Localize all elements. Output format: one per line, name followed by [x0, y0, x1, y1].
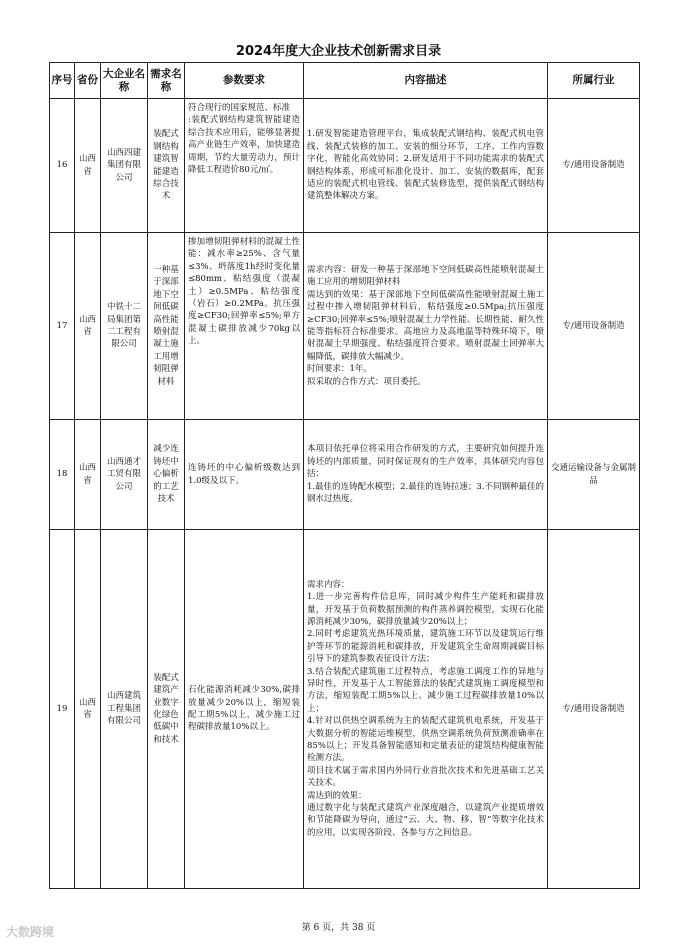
header-params: 参数要求	[185, 63, 304, 99]
cell-company: 山西通才工贸有限公司	[101, 420, 148, 530]
header-content: 内容描述	[304, 63, 548, 99]
page-number: 第 6 页，共 38 页	[301, 923, 376, 933]
header-province: 省份	[75, 63, 101, 99]
cell-company: 山西四建集团有限公司	[101, 99, 148, 233]
cell-seq: 19	[50, 530, 75, 889]
cell-seq: 16	[50, 99, 75, 233]
table-row	[50, 233, 640, 420]
cell-demand: 装配式钢结构建筑智能建造综合技术	[148, 99, 185, 233]
cell-demand: 一种基于深部地下空间低碳高性能喷射混凝土施工用增韧阻弹材料	[148, 233, 185, 420]
cell-content: 本项目依托单位将采用合作研发的方式，主要研究如何提升连铸坯的内部质量，同时保证现有的生产效率，具体研究内容包括： 1.最佳的连铸配水模型；2.最佳的连铸拉速；3.不同钢种最佳的钢水过热度。	[304, 420, 548, 530]
header-company: 大企业名称	[101, 63, 148, 99]
table-row	[50, 420, 640, 530]
cell-content: 需求内容： 1.进一步完善构件信息库，同时减少构件生产能耗和碳排放量，开发基于负荷数据预测的构件蒸养调控模型，实现石化能源消耗减少30%，碳排放量减少20%以上； 2.同时考虑建筑光热环境质量，建筑施工环节以及建筑运行维护等环节的能源消耗和碳排放，开发建筑全生命周期减碳目标引导下的建筑参数表征设计方法； 3.结合装配式建筑施工过程特点，考虑施工调度工作的异地与异时性，开发基于人工智能算法的装配式建筑施工调度模型和方法，缩短装配工期5%以上、减少施工过程碳排放量10%以上； 4.针对以供热空调系统为主的装配式建筑机电系统，开发基于大数据分析的智能运维模型，供热空调系统负荷预测准确率在85%以上；开发具备智能感知和定量表征的建筑结构健康智能检测方法。 项目技术属于需求国内外同行业首批次技术和先进基础工艺关关技术。 需达到的效果： 通过数字化与装配式建筑产业深度融合，以建筑产业提质增效和节能降碳为导向，通过“云、大、物、移、智”等数字化技术的应用，以实现各阶段、各参与方之间信息。	[304, 530, 548, 889]
table-row	[50, 530, 640, 889]
cell-seq: 18	[50, 420, 75, 530]
cell-industry: 专/通用设备制造	[548, 530, 640, 889]
cell-demand: 装配式建筑产业数字化绿色低碳中和技术	[148, 530, 185, 889]
cell-content: 1.研发智能建造管理平台，集成装配式钢结构、装配式机电管线、装配式装修的加工、安装的细分环节，工序、工作内容数字化，智能化高效协同；2.研发适用于不同功能需求的装配式钢结构体系，形成可标准化设计、加工、安装的数据库，配套适应的装配式机电管线、装配式装修选型，提供装配式钢结构建筑整体解决方案。	[304, 99, 548, 233]
header-seq: 序号	[50, 63, 75, 99]
cell-province: 山西省	[75, 530, 101, 889]
cell-province: 山西省	[75, 420, 101, 530]
cell-industry: 专/通用设备制造	[548, 99, 640, 233]
cell-industry: 交通运输设备与金属制品	[548, 420, 640, 530]
cell-demand: 减少连铸坯中心偏析的工艺技术	[148, 420, 185, 530]
table-row	[50, 99, 640, 233]
cell-industry: 专/通用设备制造	[548, 233, 640, 420]
cell-province: 山西省	[75, 99, 101, 233]
watermark-logo: 大数跨境	[6, 925, 55, 939]
cell-params: 掺加增韧阻弹材料的混凝土性能：减水率≥25%、含气量≤3%、坍落度1h经时变化量≤80mm、粘结强度（混凝土）≥0.5MPa、粘结强度（岩石）≥0.2MPa。抗压强度≥CF30;回弹率≤5%;单方混凝土碳排放减少70kg以上。	[185, 233, 304, 420]
cell-params: 石化能源消耗减少30%,碳排放量减少20%以上，缩短装配工期5%以上，减少施工过程碳排放量10%以上。	[185, 530, 304, 889]
cell-params: 符合现行的国家规范、标准 :装配式钢结构建筑智能建造综合技术应用后，能够显著提高产业链生产效率，加快建造周期，节约大量劳动力，预计降低工程造价80元/㎡。	[185, 99, 304, 233]
cell-params: 连铸坯的中心偏析级数达到1.0级及以下。	[185, 420, 304, 530]
cell-company: 中铁十二局集团第二工程有限公司	[101, 233, 148, 420]
demand-table	[49, 62, 640, 889]
page-title: 2024年度大企业技术创新需求目录	[235, 44, 442, 59]
cell-seq: 17	[50, 233, 75, 420]
cell-content: 需求内容：研发一种基于深部地下空间低碳高性能喷射混凝土施工应用的增韧阻弹材料 需达到的效果：基于深部地下空间低碳高性能喷射混凝土施工过程中掺入增韧阻弹材料后，粘结强度≥0.5Mpa;抗压强度≥CF30;回弹率≤5%;喷射混凝土力学性能、长期性能、耐久性能等指标符合标准要求。高地应力及高地温等特殊环境下，喷射混凝土早期强度、粘结强度符合要求。喷射混凝土回弹率大幅降低，碳排放大幅减少。 时间要求：1年。 拟采取的合作方式：项目委托。	[304, 233, 548, 420]
cell-province: 山西省	[75, 233, 101, 420]
table-header-row	[50, 63, 640, 99]
header-demand: 需求名称	[148, 63, 185, 99]
header-industry: 所属行业	[548, 63, 640, 99]
cell-company: 山西建筑工程集团有限公司	[101, 530, 148, 889]
